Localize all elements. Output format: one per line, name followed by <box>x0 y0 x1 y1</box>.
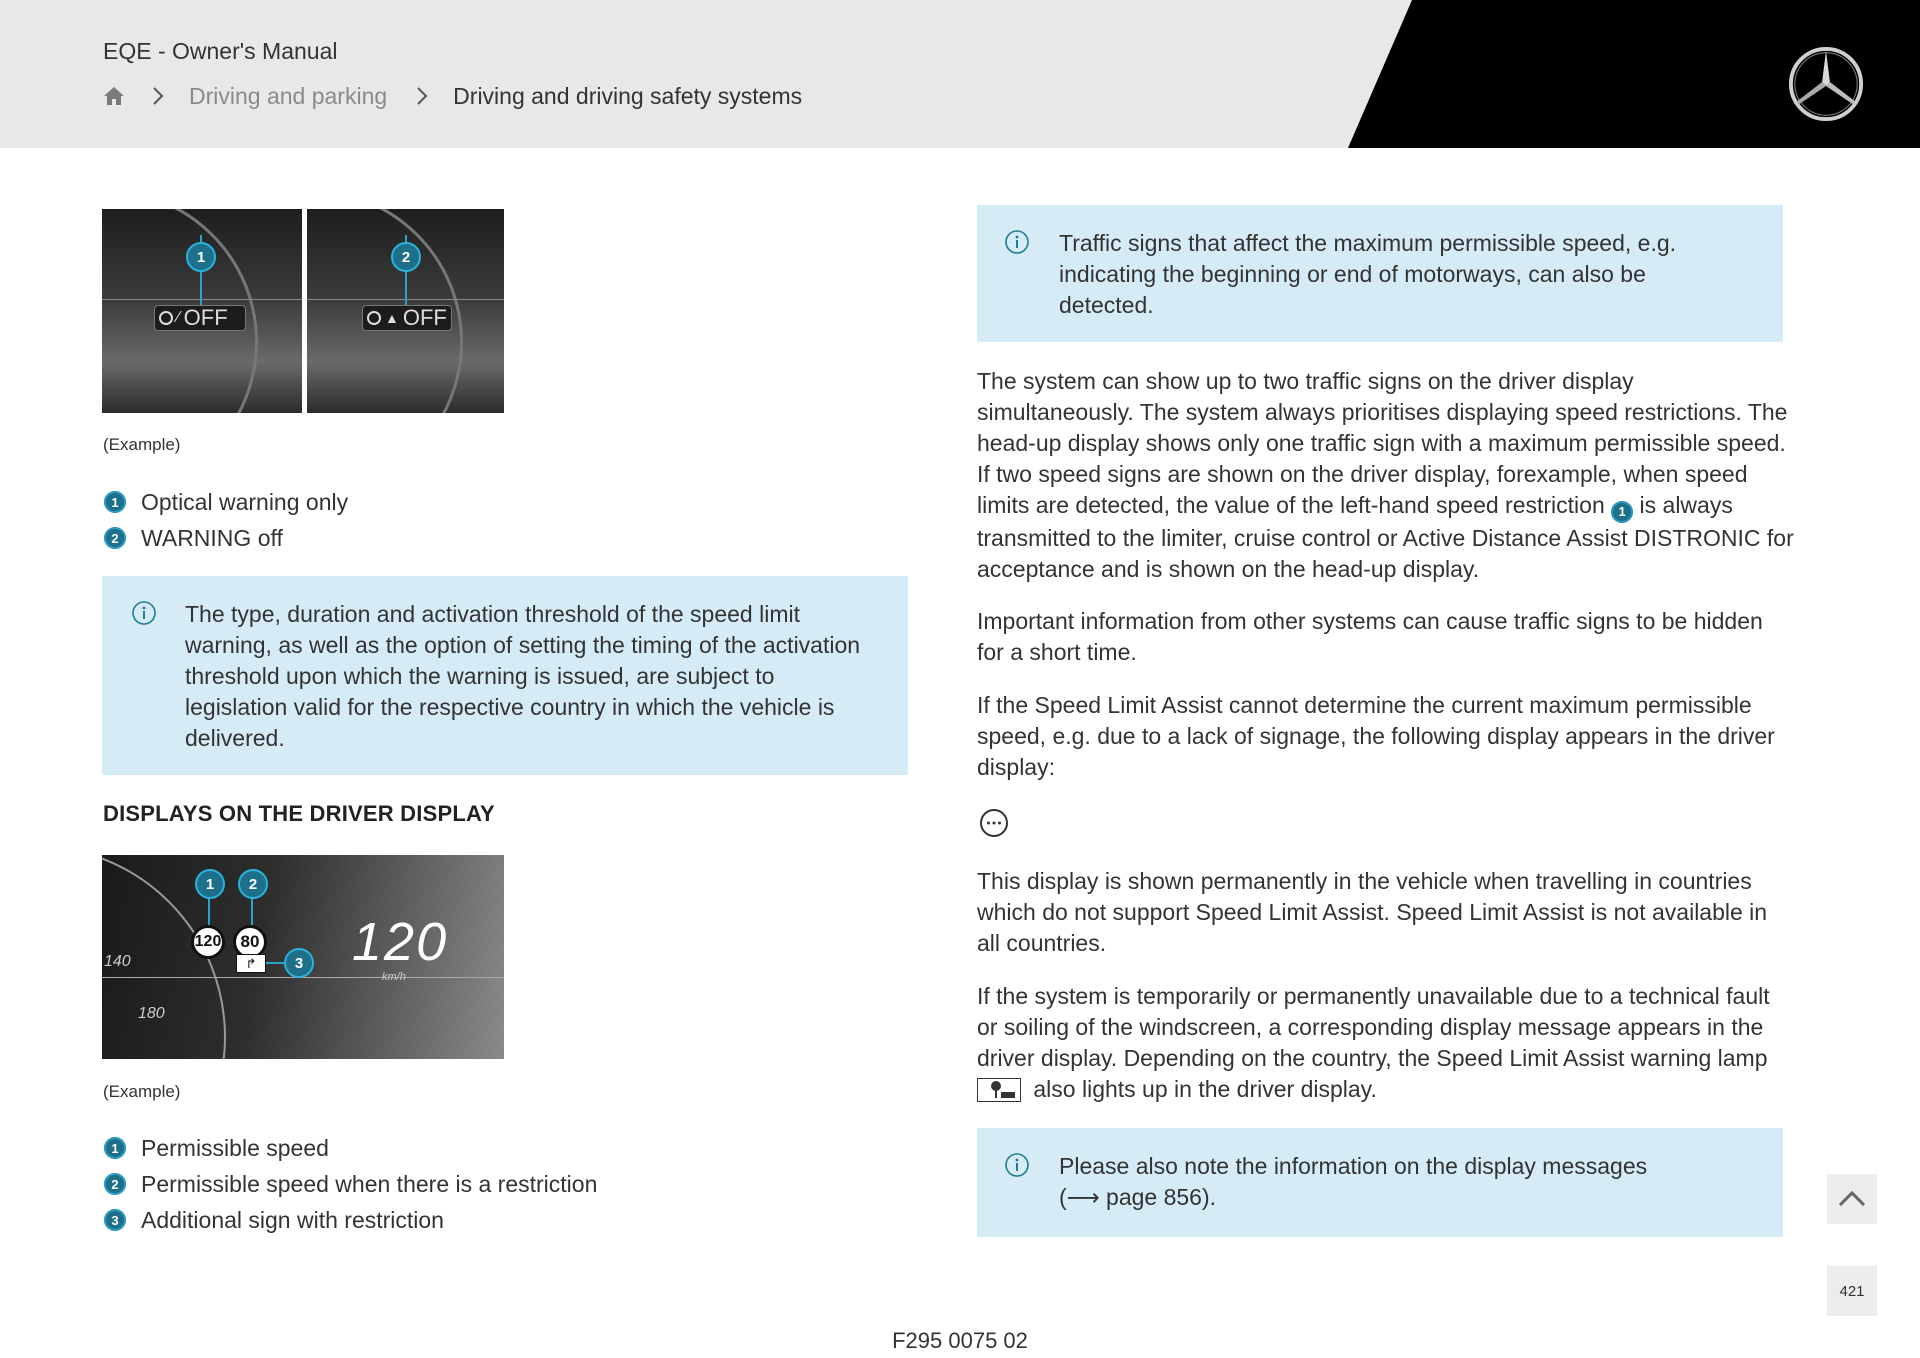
info-icon <box>1004 229 1030 255</box>
figure-panel-2 <box>307 209 504 413</box>
number-badge: 1 <box>104 1137 126 1159</box>
speed-sign-icon <box>159 311 173 325</box>
info-box-traffic-signs <box>977 205 1783 342</box>
legend-item: 2 WARNING off <box>104 520 348 556</box>
paragraph-unsupported-countries: This display is shown permanently in the vehicle when travelling in countries which do not support Speed Limit Assist. Speed Limit Assist is not available in all countries. <box>977 868 1768 956</box>
figure-driver-display <box>102 855 504 1059</box>
warning-triangle-icon: ▲ <box>385 310 399 326</box>
number-badge: 1 <box>104 491 126 513</box>
paragraph-system-unavailable: If the system is temporarily or permanently unavailable due to a technical fault or soiling of the windscreen, a corresponding display message appears in the driver display. Depending on the country, the Speed Limit Assist warning lamp also lights up in the driver display. <box>977 983 1770 1102</box>
figure-caption: (Example) <box>103 435 181 454</box>
dial-marking-140: 140 <box>104 953 131 970</box>
speed-sign-icon <box>367 311 381 325</box>
manual-title: EQE - Owner's Manual <box>103 38 338 64</box>
chevron-up-icon <box>1837 1189 1867 1209</box>
legend-item: 1 Permissible speed <box>104 1130 597 1166</box>
speed-unit: km/h <box>382 971 406 983</box>
callout-1: 1 <box>195 869 225 899</box>
info-icon <box>1004 1152 1030 1178</box>
legend-item: 1 Optical warning only <box>104 484 348 520</box>
info-box-display-messages <box>977 1128 1783 1237</box>
paragraph-hidden-signs: Important information from other systems can cause traffic signs to be hidden for a short time. <box>977 608 1763 665</box>
optical-warning-off-indicator: ⁄ OFF <box>154 305 246 331</box>
current-speed: 120 <box>352 912 449 972</box>
callout-1: 1 <box>186 242 216 272</box>
page-reference-link[interactable]: (⟶ page 856). <box>1059 1184 1217 1210</box>
breadcrumb-link-driving-and-parking[interactable]: Driving and parking <box>189 82 388 109</box>
mercedes-star-logo <box>1787 45 1865 123</box>
chevron-right-icon <box>415 85 429 107</box>
figure-panel-1 <box>102 209 302 413</box>
legend-figure-1 <box>104 484 348 556</box>
eye-crossed-icon: ⁄ <box>177 309 180 326</box>
header-bar <box>0 0 1920 148</box>
dial-marking-180: 180 <box>138 1005 165 1022</box>
home-icon[interactable] <box>103 85 125 107</box>
section-heading: DISPLAYS ON THE DRIVER DISPLAY <box>103 801 495 826</box>
figure-caption: (Example) <box>103 1082 181 1101</box>
legend-figure-2 <box>104 1130 597 1238</box>
breadcrumb <box>103 80 802 112</box>
scroll-to-top-button[interactable] <box>1827 1174 1877 1224</box>
legend-item: 2 Permissible speed when there is a restriction <box>104 1166 597 1202</box>
additional-sign-turn-icon: ↱ <box>236 954 266 973</box>
warning-off-indicator: ▲ OFF <box>362 305 452 331</box>
number-badge: 3 <box>104 1209 126 1231</box>
page-number-button[interactable] <box>1827 1266 1877 1316</box>
page-number: 421 <box>1839 1282 1865 1300</box>
info-box-speed-limit-warning <box>102 576 908 775</box>
number-badge: 1 <box>1611 501 1633 523</box>
speed-limit-sign-80: 80 <box>233 925 267 959</box>
chevron-right-icon <box>151 85 165 107</box>
breadcrumb-current: Driving and driving safety systems <box>453 82 803 109</box>
speed-limit-assist-off-lamp-icon <box>977 1078 1021 1102</box>
callout-2: 2 <box>238 869 268 899</box>
paragraph-traffic-sign-display: The system can show up to two traffic signs on the driver display simultaneously. The system always prioritises displaying speed restrictions. The head-up display shows only one traffic sign with a maximum permissible speed. If two speed signs are shown on the driver display, forexample, when speed limits are detected, the value of the left-hand speed restriction 1 is always transmitted to the limiter, cruise control or Active Distance Assist DISTRONIC for acceptance and is shown on the head-up display. <box>977 368 1794 582</box>
callout-2: 2 <box>391 242 421 272</box>
info-box-text: Traffic signs that affect the maximum permissible speed, e.g. indicating the beginning or end of motorways, can also be detected. <box>1059 230 1677 318</box>
info-box-text: The type, duration and activation threshold of the speed limit warning, as well as the option of setting the timing of the activation threshold upon which the warning is issued, are subject to legislation valid for the respective country in which the vehicle is delivered. <box>185 601 861 751</box>
number-badge: 2 <box>104 1173 126 1195</box>
paragraph-no-limit-display: If the Speed Limit Assist cannot determine the current maximum permissible speed, e.g. due to a lack of signage, the following display appears in the driver display: <box>977 692 1775 780</box>
info-icon <box>131 600 157 626</box>
no-speed-limit-icon <box>979 808 1009 838</box>
figure-warning-off-displays <box>102 209 504 413</box>
speed-limit-sign-120: 120 <box>191 925 225 959</box>
number-badge: 2 <box>104 527 126 549</box>
legend-item: 3 Additional sign with restriction <box>104 1202 597 1238</box>
callout-3: 3 <box>284 948 314 978</box>
info-box-text: Please also note the information on the display messages (⟶ page 856). <box>1059 1151 1739 1213</box>
figure-code: F295 0075 02 <box>892 1328 1028 1353</box>
